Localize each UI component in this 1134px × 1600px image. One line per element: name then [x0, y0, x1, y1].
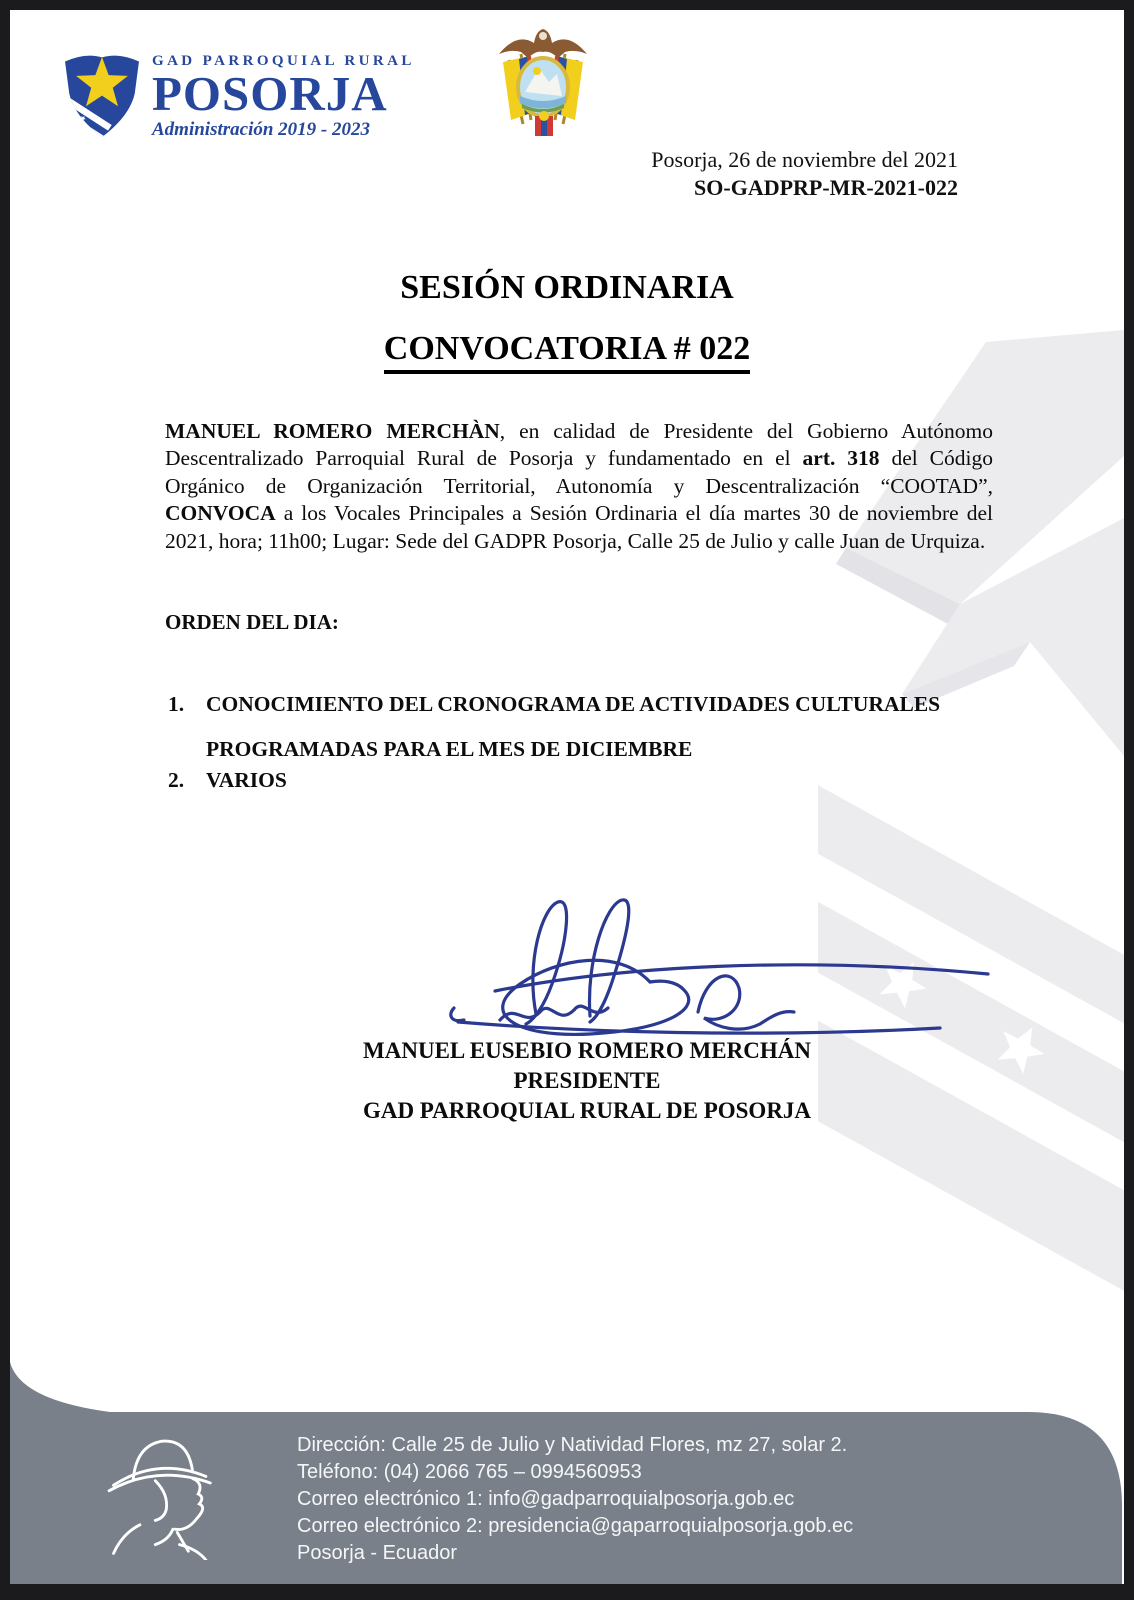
- agenda-heading: ORDEN DEL DIA:: [165, 610, 339, 634]
- signatory-block: [50, 1036, 1124, 1126]
- date-reference-block: [651, 146, 958, 202]
- signatory-name: MANUEL EUSEBIO ROMERO MERCHÁN: [363, 1038, 811, 1063]
- man-with-hat-icon: [102, 1428, 224, 1560]
- logo-administration: Administración 2019 - 2023: [152, 119, 370, 140]
- logo-name: POSORJA: [152, 66, 388, 121]
- footer-location: Posorja - Ecuador: [297, 1542, 458, 1564]
- title-line2: CONVOCATORIA # 022: [384, 330, 750, 374]
- footer-email1: Correo electrónico 1: info@gadparroquialposorja.gob.ec: [297, 1488, 795, 1510]
- agenda-item-text: VARIOS: [206, 768, 287, 792]
- body-name-bold: MANUEL ROMERO MERCHÀN: [165, 418, 500, 443]
- ecuador-coat-of-arms-icon: [487, 24, 599, 142]
- agenda-item-number: 2.: [168, 768, 185, 792]
- title-line1: SESIÓN ORDINARIA: [400, 269, 734, 306]
- signatory-org: GAD PARROQUIAL RURAL DE POSORJA: [362, 1098, 812, 1123]
- header-logo: [60, 43, 415, 151]
- body-paragraph: MANUEL ROMERO MERCHÀN, en calidad de Presidente del Gobierno Autónomo Descentralizado Parroquial Rural de Posorja y fundamentado en el art. 318 del Código Orgánico de Organización Territorial, Autonomía y Descentralización “COOTAD”, CONVOCA a los Vocales Principales a Sesión Ordinaria el día martes 30 de noviembre del 2021, hora; 11h00; Lugar: Sede del GADPR Posorja, Calle 25 de Julio y calle Juan de Urquiza.: [165, 418, 993, 553]
- handwritten-signature-icon: [440, 890, 1005, 1050]
- agenda-item-2: [168, 758, 1008, 803]
- agenda-list: [168, 682, 1008, 803]
- logo-org-type: GAD PARROQUIAL RURAL: [152, 53, 415, 69]
- footer-email2: Correo electrónico 2: presidencia@gaparroquialposorja.gob.ec: [297, 1515, 854, 1537]
- reference-number: SO-GADPRP-MR-2021-022: [694, 175, 958, 200]
- date-line: Posorja, 26 de noviembre del 2021: [651, 147, 958, 172]
- posorja-shield-icon: [60, 45, 144, 147]
- signatory-role: PRESIDENTE: [513, 1068, 661, 1093]
- document-title: [10, 268, 1124, 374]
- footer-contact-block: [297, 1432, 853, 1567]
- body-convoca-bold: CONVOCA: [165, 501, 276, 525]
- footer-phone: Teléfono: (04) 2066 765 – 0994560953: [297, 1461, 642, 1483]
- body-article-bold: art. 318: [802, 446, 880, 470]
- agenda-item-number: 1.: [168, 692, 185, 716]
- footer-address: Dirección: Calle 25 de Julio y Natividad Flores, mz 27, solar 2.: [297, 1434, 848, 1456]
- document-sheet: [10, 10, 1124, 1584]
- agenda-item-text: CONOCIMIENTO DEL CRONOGRAMA DE ACTIVIDADES CULTURALES PROGRAMADAS PARA EL MES DE DICIEMBRE: [206, 692, 941, 761]
